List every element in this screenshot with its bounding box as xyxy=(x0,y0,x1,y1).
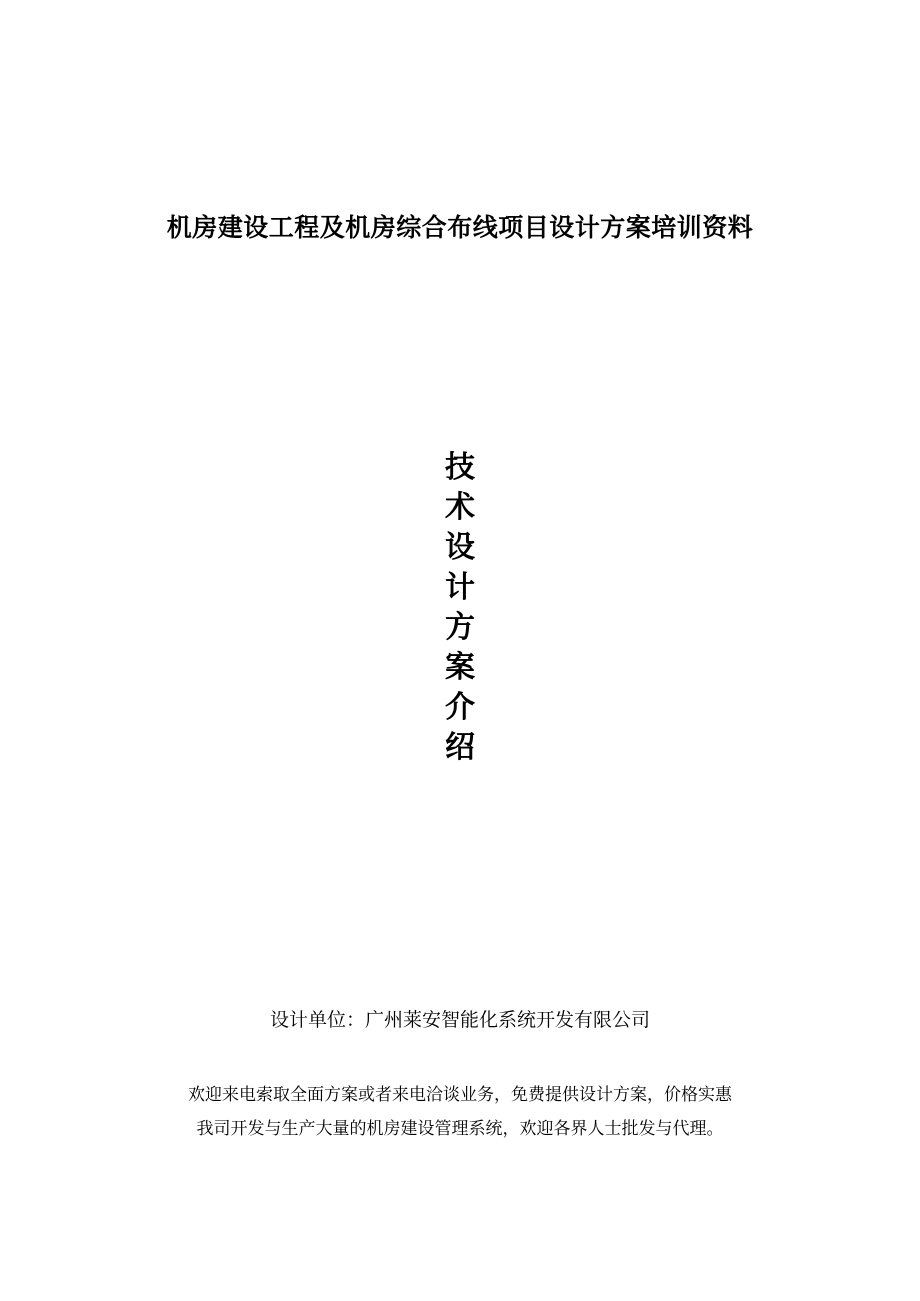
footer-note-line: 欢迎来电索取全面方案或者来电洽谈业务，免费提供设计方案，价格实惠 xyxy=(188,1085,732,1104)
vertical-heading-char: 计 xyxy=(445,571,475,604)
footer-note-line: 我司开发与生产大量的机房建设管理系统，欢迎各界人士批发与代理。 xyxy=(196,1119,724,1138)
page-title: 机房建设工程及机房综合布线项目设计方案培训资料 xyxy=(166,214,754,242)
footer-note xyxy=(0,1078,920,1146)
vertical-heading-char: 案 xyxy=(445,651,475,684)
vertical-heading-char: 绍 xyxy=(445,731,475,764)
design-unit-line: 设计单位：广州莱安智能化系统开发有限公司 xyxy=(269,1010,650,1031)
vertical-heading-char: 方 xyxy=(445,611,475,644)
vertical-heading-char: 技 xyxy=(445,451,475,484)
vertical-heading xyxy=(0,448,920,768)
vertical-heading-char: 设 xyxy=(445,531,475,564)
vertical-heading-char: 介 xyxy=(445,691,475,724)
vertical-heading-char: 术 xyxy=(445,491,475,524)
